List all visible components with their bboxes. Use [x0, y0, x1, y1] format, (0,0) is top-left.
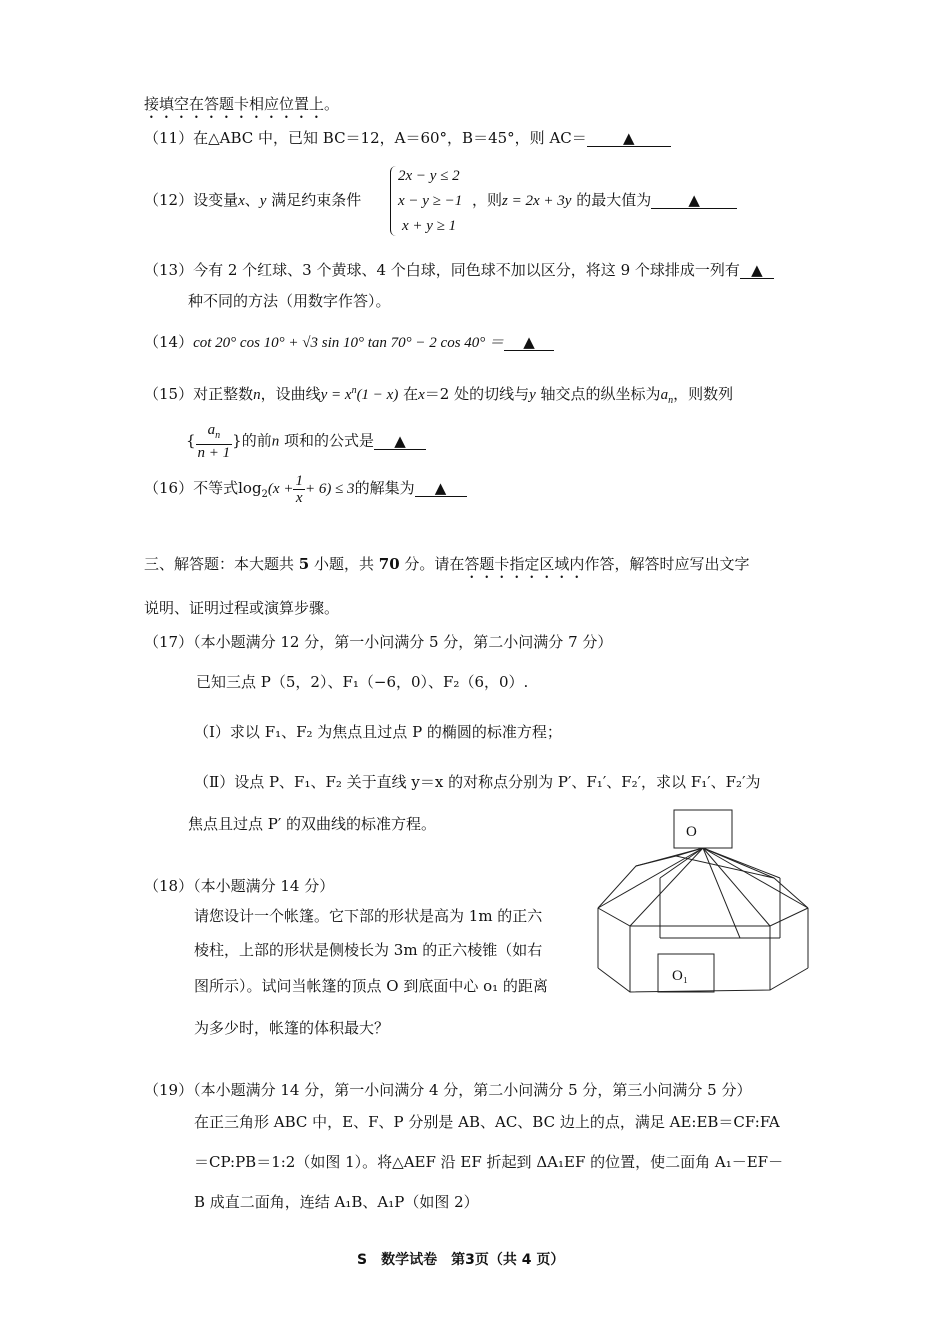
question-18 — [144, 876, 334, 896]
q12-number: （12） — [144, 191, 194, 209]
q15-var-y: y — [529, 387, 536, 403]
pyramid-edge — [703, 848, 770, 926]
q14-expression: cot 20° cos 10° + √3 sin 10° tan 70° − 2 cos 40° ＝ — [193, 335, 505, 351]
q16-log: log — [238, 479, 262, 497]
q15-a-sub: n — [668, 395, 674, 406]
section3-a: 三、解答题：本大题共 — [144, 555, 299, 573]
q18-line4: 为多少时，帐篷的体积最大？ — [194, 1019, 390, 1037]
q13-number: （13） — [144, 261, 194, 279]
pyramid-edge — [660, 848, 703, 878]
q12-sep: 、 — [244, 191, 260, 209]
question-14 — [144, 332, 554, 353]
q14-answer-blank: ▲ — [504, 334, 554, 351]
q16-text-a: 不等式 — [193, 479, 239, 497]
q12-tail — [472, 190, 737, 211]
q15-text-b: ，设曲线 — [260, 385, 321, 403]
q12-constraint-2: x − y ≥ −1 — [398, 193, 463, 209]
section3-points: 70 — [378, 555, 400, 573]
q15-text-f: ，则数列 — [673, 385, 734, 403]
apex-label-O: O — [686, 824, 697, 840]
q16-log-base: 2 — [261, 489, 268, 500]
q15-var-n2: n — [271, 433, 280, 450]
question-12 — [144, 190, 361, 211]
page-footer: S 数学试卷 第3页（共 4 页） — [357, 1252, 565, 1268]
q17-part2: （Ⅱ）设点 P、F₁、F₂ 关于直线 y＝x 的对称点分别为 P′、F₁′、F₂′，求以 F₁′、F₂′为 — [194, 773, 761, 791]
q16-expr-b: + 6) ≤ 3 — [304, 481, 355, 497]
q17-number: （17） — [144, 633, 194, 651]
section3-emphasis: 答题卡指定区域内 — [464, 555, 585, 573]
q19-number: （19） — [144, 1081, 194, 1099]
q16-expr-a: (x + — [267, 481, 294, 497]
section-3-heading — [144, 554, 749, 582]
q15-text-e: 轴交点的纵坐标为 — [535, 385, 661, 403]
q11-text: 在△ABC 中，已知 BC＝12，A＝60°，B＝45°，则 AC＝ — [193, 129, 587, 147]
pyramid-edge — [703, 848, 808, 908]
q16-frac-num: 1 — [295, 472, 303, 489]
q17-part2-cont: 焦点且过点 P′ 的双曲线的标准方程。 — [188, 815, 437, 833]
q15-text-a: 对正整数 — [193, 385, 254, 403]
q12-var-x: x — [238, 193, 245, 209]
q14-number: （14） — [144, 333, 194, 351]
q15-var-x: x — [418, 387, 425, 403]
pyramid-edge — [598, 848, 703, 908]
question-13 — [144, 260, 774, 280]
q18-line1: 请您设计一个帐篷。它下部的形状是高为 1m 的正六 — [194, 907, 543, 925]
q13-answer-blank: ▲ — [740, 262, 774, 279]
pyramid-edge — [630, 848, 703, 926]
pyramid-edge — [703, 848, 780, 878]
q19-line3: B 成直二面角，连结 A₁B、A₁P（如图 2） — [194, 1193, 479, 1211]
q18-line2: 棱柱，上部的形状是侧棱长为 3m 的正六棱锥（如右 — [194, 941, 543, 959]
q12-answer-blank: ▲ — [651, 192, 737, 209]
q15-fraction — [196, 422, 233, 461]
q15-text-c: 在 — [398, 385, 419, 403]
q12-text-d: 的最大值为 — [571, 191, 652, 209]
q12-objective: z = 2x + 3y — [502, 193, 572, 209]
q18-line3: 图所示）。试问当帐篷的顶点 O 到底面中心 o₁ 的距离 — [194, 977, 548, 995]
q11-answer-blank: ▲ — [587, 130, 671, 147]
q15-var-n: n — [253, 387, 261, 403]
q15-text-d: ＝2 处的切线与 — [424, 385, 530, 403]
q17-part1: （Ⅰ）求以 F₁、F₂ 为焦点且过点 P 的椭圆的标准方程； — [194, 723, 562, 741]
q15-frac-den: n + 1 — [197, 445, 231, 461]
q12-var-y: y — [259, 193, 267, 209]
question-17 — [144, 632, 612, 652]
question-15 — [144, 381, 733, 411]
tent-figure — [590, 808, 820, 998]
upper-hexagon-back — [598, 856, 808, 908]
q12-text-a: 设变量 — [193, 191, 239, 209]
q12-text-c: ，则 — [472, 191, 503, 209]
q13-line2: 种不同的方法（用数字作答）。 — [188, 292, 391, 310]
q15-brace-close: } — [232, 431, 242, 450]
q17-header: （本小题满分 12 分，第一小问满分 5 分，第二小问满分 7 分） — [193, 633, 613, 651]
section3-e: 分。请在 — [399, 555, 465, 573]
intro-line — [144, 94, 339, 122]
q15-exponent: n — [351, 385, 357, 396]
section-3-line2: 说明、证明过程或演算步骤。 — [144, 599, 340, 617]
question-11 — [144, 128, 671, 148]
q16-answer-blank: ▲ — [415, 480, 467, 497]
q15-number: （15） — [144, 385, 194, 403]
q15-line2 — [186, 422, 426, 462]
q11-number: （11） — [144, 129, 194, 147]
q19-line2: ＝CP:PB＝1:2（如图 1）。将△AEF 沿 EF 折起到 ΔA₁EF 的位置，使二面角 A₁－EF－ — [194, 1153, 784, 1171]
apex-label-box — [674, 810, 732, 848]
q15-frac-num-sub: n — [215, 430, 221, 441]
section3-c: 小题，共 — [309, 555, 379, 573]
q15-a: a — [660, 387, 669, 403]
q16-number: （16） — [144, 479, 194, 497]
q12-text-b: 满足约束条件 — [266, 191, 362, 209]
q19-line1: 在正三角形 ABC 中，E、F、P 分别是 AB、AC、BC 边上的点，满足 AE:EB＝CF:FA — [194, 1113, 780, 1131]
q18-number: （18） — [144, 877, 194, 895]
q15-text-g: 的前 — [241, 431, 272, 450]
q13-line1: 今有 2 个红球、3 个黄球、4 个白球，同色球不加以区分，将这 9 个球排成一列有 — [193, 261, 740, 279]
q15-text-h: 项和的公式是 — [279, 431, 375, 450]
q15-frac-num: a — [207, 422, 216, 438]
q15-curve-b: (1 − x) — [356, 387, 399, 403]
upper-hexagon-front — [598, 908, 808, 926]
q19-header: （本小题满分 14 分，第一小问满分 4 分，第二小问满分 5 分，第三小问满分 5 分） — [193, 1081, 752, 1099]
intro-text: 接填空在答题卡相应位置上。 — [144, 95, 340, 113]
q15-curve: y = x — [320, 387, 352, 403]
question-16 — [144, 470, 467, 510]
q18-header: （本小题满分 14 分） — [193, 877, 335, 895]
question-19 — [144, 1080, 751, 1100]
q12-brace — [390, 166, 397, 236]
section3-count: 5 — [298, 555, 310, 573]
q16-frac-den: x — [295, 489, 303, 506]
q16-fraction — [293, 473, 305, 506]
q15-brace-open: { — [186, 431, 196, 450]
base-center-label-O1: O₁ — [672, 968, 689, 984]
q12-constraint-3: x + y ≥ 1 — [402, 218, 457, 234]
q15-answer-blank: ▲ — [374, 433, 426, 450]
q12-constraint-1: 2x − y ≤ 2 — [398, 168, 460, 184]
q17-given: 已知三点 P（5，2）、F₁（−6，0）、F₂（6，0）. — [196, 673, 529, 691]
q16-text-b: 的解集为 — [354, 479, 415, 497]
section3-g: 作答，解答时应写出文字 — [584, 555, 750, 573]
